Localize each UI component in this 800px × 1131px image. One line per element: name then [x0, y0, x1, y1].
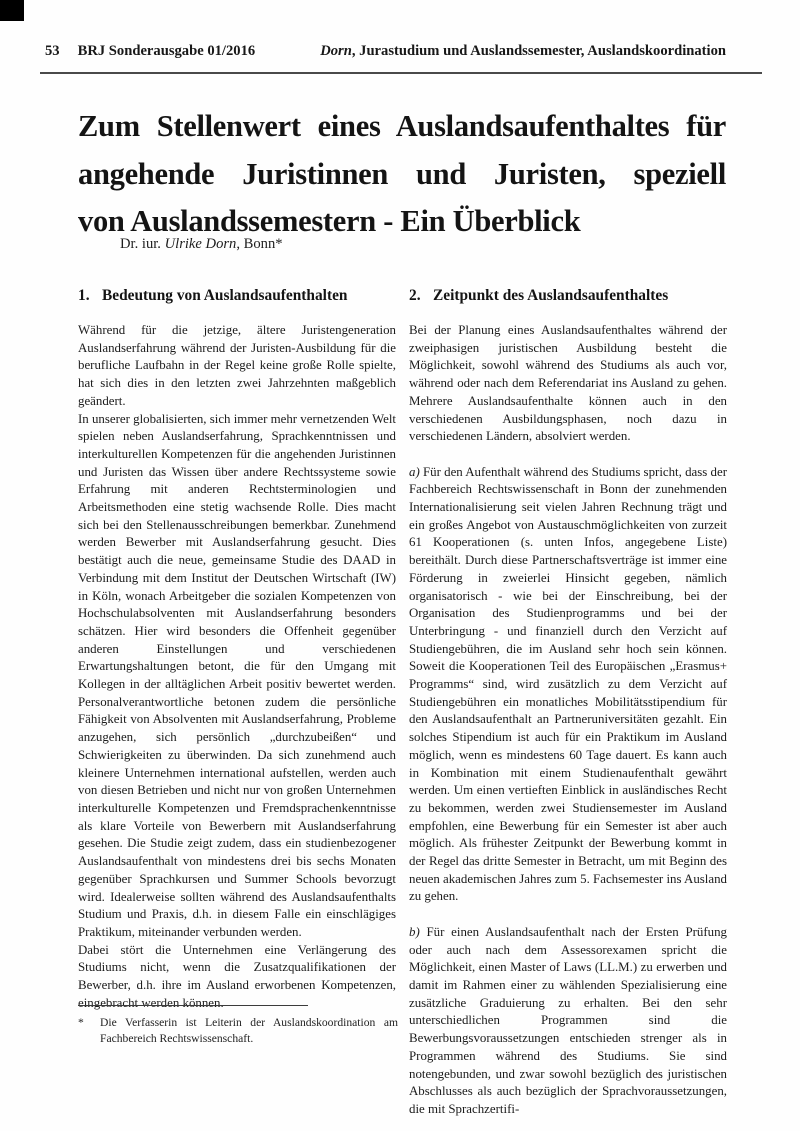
author-prefix: Dr. iur. — [120, 236, 165, 252]
page-header — [45, 43, 726, 60]
section-1-number: 1. — [78, 287, 90, 304]
right-intro-paragraph: Bei der Planung eines Auslandsaufenthaltes während der zweiphasigen juristischen Ausbildung besteht die Möglichkeit, sowohl während des Studiums als auch vor, während oder nach dem Referendariat ins Ausland zu gehen. Mehrere Auslandsaufenthalte können auch in den verschiedenen Ausbildungsphasen, noch dazu in verschiedenen Ländern, absolviert werden. — [409, 323, 727, 444]
footnote-block — [78, 1005, 398, 1046]
left-paragraph-3: Dabei stört die Unternehmen eine Verlängerung des Studiums nicht, wenn die Zusatzqualifikationen der Bewerber, d.h. ihre im Ausland erworbenen Kompetenzen, eingebracht werden können. — [78, 942, 396, 1010]
section-1-heading — [78, 287, 396, 305]
page-number: 53 — [45, 43, 60, 59]
item-a-text: Für den Aufenthalt während des Studiums spricht, dass der Fachbereich Rechtswissenschaft in Bonn der zunehmenden Internationalisierung seit vielen Jahren Rechnung trägt und ein großes Angebot von Austauschmöglichkeiten von zurzeit 61 Kooperationen (s. unten Infos, angegebene Liste) bereithält. Durch diese Partnerschaftsverträge ist immer eine Förderung in zweierlei Hinsicht gegeben, nämlich organisatorisch - wie bei der Einschreibung, bei der Organisation des Studienprogramms und bei der Unterbringung - und finanziell durch den Verzicht auf Studiengebühren, die im Ausland sehr hoch sein können. Soweit die Kooperationen Teil des Europäischen „Erasmus+ Programms“ sind, wird zusätzlich zu dem Verzicht auf Studiengebühren ein monatliches Mobilitätsstipendium für den Auslandsaufenthalt an Partneruniversitäten gezahlt. Ein solches Stipendium ist auch für ein Praktikum im Ausland möglich, wenn es mindestens 60 Tage dauert. Es kann auch in Kombination mit einem Studienaufenthalt gewährt werden. Um einen vertieften Einblick in ausländisches Recht zu bekommen, werden zwei Studiensemester im Ausland empfohlen, eine Bewerbung für ein Semester ist aber auch möglich. Als frühester Zeitpunkt der Bewerbung kommt in der Regel das dritte Semester in Betracht, um mit Beginn des neuen akademischen Jahres zum 5. Fachsemester ins Ausland zu gehen. — [409, 464, 727, 904]
running-title — [320, 43, 726, 60]
article-title-line: angehende Juristinnen und Juristen, speziell — [78, 156, 726, 191]
journal-issue: BRJ Sonderausgabe 01/2016 — [77, 43, 256, 59]
item-b-text: Für einen Auslandsaufenthalt nach der Ersten Prüfung oder auch nach dem Assessorexamen spricht die Möglichkeit, einen Master of Laws (LL.M.) zu erwerben und damit im Rahmen einer zu wählenden Spezialisierung eine zusätzliche Graduierung zu erhalten. Bei den sehr unterschiedlichen Programmen sind die Bewerbungsvoraussetzungen entschieden strenger als in Programmen während des Studiums. Sie sind notengebunden, und zwar sowohl bezüglich des juristischen Abschlusses als auch bezüglich der Sprachvoraussetzungen, die mit Sprachzertifi- — [409, 924, 727, 1116]
scan-corner-mark — [0, 0, 24, 21]
item-a-marker: a) — [409, 464, 420, 479]
right-column — [409, 287, 727, 1119]
footnote-text: Die Verfasserin ist Leiterin der Auslandskoordination am Fachbereich Rechtswissenschaft. — [100, 1016, 398, 1045]
running-title-rest: , Jurastudium und Auslandssemester, Auslandskoordination — [351, 43, 726, 59]
author-suffix: , Bonn* — [236, 236, 283, 252]
right-item-a — [409, 464, 727, 907]
footnote — [78, 1015, 398, 1046]
section-2-number: 2. — [409, 287, 421, 304]
section-1-title: Bedeutung von Auslandsaufenthalten — [102, 287, 348, 304]
left-paragraph-1: Während für die jetzige, ältere Juristengeneration Auslandserfahrung während der Juristen-Ausbildung für die berufliche Laufbahn in der Regel keine große Rolle spielte, hat sich dies in den letzten zwei Jahrzehnten maßgeblich geändert. — [78, 323, 396, 408]
article-title — [78, 103, 726, 246]
section-2-heading — [409, 287, 727, 305]
author-line — [120, 236, 283, 253]
item-b-marker: b) — [409, 924, 420, 939]
footnote-marker: * — [78, 1016, 84, 1029]
article-title-line: von Auslandssemestern - Ein Überblick — [78, 204, 581, 238]
section-2-title: Zeitpunkt des Auslandsaufenthaltes — [433, 287, 669, 304]
footnote-rule — [78, 1005, 308, 1006]
left-paragraph-2: In unserer globalisierten, sich immer mehr vernetzenden Welt spielen neben Auslandserfahrung, Sprachkenntnissen und interkulturellen Kompetenzen für die angehenden Juristinnen und Juristen das Wissen über andere Rechtssysteme sowie Erfahrung mit anderen Rechtsterminologien und Arbeitsmethoden eine stetig wachsende Rolle. Dies macht sich bei den Stellenausschreibungen bemerkbar. Zunehmend werden Bewerber mit Auslandserfahrung gesucht. Dies bestätigt auch die neue, gemeinsame Studie des DAAD in Verbindung mit dem Institut der Deutschen Wirtschaft (IW) in Köln, wonach Arbeitgeber die sozialen Kompetenzen von Hochschulabsolventen mit Auslandserfahrung besonders schätzen. Hier wird besonders die Offenheit gegenüber anderen Einstellungen und verschiedenen Erwartungshaltungen betont, die für den Umgang mit Kollegen in der alltäglichen Arbeit positiv bewertet werden. Personalverantwortliche betonen zudem die persönliche Fähigkeit von Absolventen mit Auslandserfahrung, Probleme anzugehen, sich persönlich „durchzubeißen“ und Schwierigkeiten zu überwinden. Da sich zunehmend auch kleinere Unternehmen international aufstellen, werden auch von diesen Betrieben und nicht nur von großen Unternehmen interkulturelle Kompetenzen und Fremdsprachenkenntnisse als klare Vorteile von Bewerbern mit Auslandserfahrung gesehen. Die Studie zeigt zudem, dass ein studienbezogener Auslandsaufenthalt von mindestens drei bis sechs Monaten gegenüber Sprachkursen und Summer Schools bevorzugt wird. Idealerweise sollten während des Auslandsaufenthalts Studium und Praxis, d.h. in diesem Falle ein einschlägiges Praktikum, miteinander verbunden werden. — [78, 411, 397, 939]
article-title-line: Zum Stellenwert eines Auslandsaufenthaltes für — [78, 109, 726, 143]
running-title-author: Dorn — [320, 43, 352, 59]
header-rule — [40, 72, 762, 74]
two-column-body — [78, 287, 727, 1119]
author-name: Ulrike Dorn — [164, 236, 237, 252]
left-column — [78, 287, 396, 1119]
right-item-b — [409, 924, 727, 1119]
